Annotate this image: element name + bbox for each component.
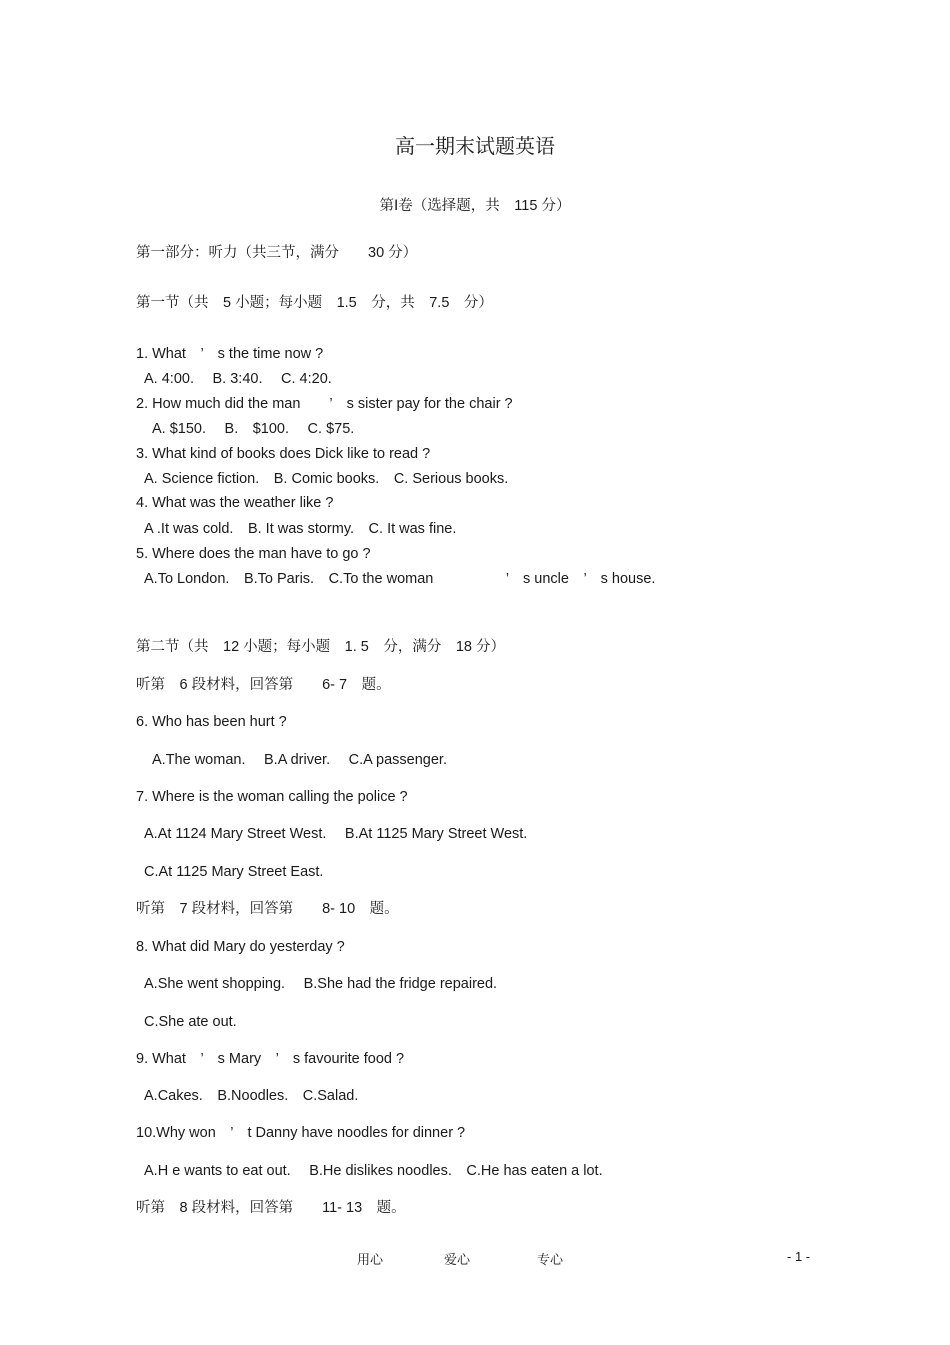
question-8: 8. What did Mary do yesterday ?: [136, 939, 345, 955]
question-5: 5. Where does the man have to go ?: [136, 546, 371, 562]
footer-left: 用心: [357, 1252, 384, 1267]
question-6: 6. Who has been hurt ?: [136, 714, 287, 730]
instruction: 听第 8 段材料，回答第 11- 13 题。: [136, 1200, 406, 1216]
options-1: A. 4:00. B. 3:40. C. 4:20.: [144, 371, 332, 387]
options-10: A.H e wants to eat out. B.He dislikes noodles. C.He has eaten a lot.: [144, 1163, 603, 1179]
question-1: 1. What ’ s the time now ?: [136, 346, 324, 362]
question-10: 10.Why won ’ t Danny have noodles for dinner ?: [136, 1125, 466, 1141]
question-2: 2. How much did the man ’ s sister pay for the chair ?: [136, 396, 513, 412]
question-3: 3. What kind of books does Dick like to read ?: [136, 446, 431, 462]
options-7: A.At 1124 Mary Street West. B.At 1125 Mary Street West.: [144, 826, 528, 842]
page-number: - 1 -: [787, 1249, 811, 1264]
instruction: 听第 7 段材料，回答第 8- 10 题。: [136, 901, 399, 917]
options-9: A.Cakes. B.Noodles. C.Salad.: [144, 1088, 359, 1104]
instruction: 听第 6 段材料，回答第 6- 7 题。: [136, 677, 391, 693]
page-title: 高一期末试题英语: [395, 134, 555, 158]
section-heading: 第一部分：听力（共三节，满分 30 分）: [136, 245, 418, 261]
options-2: A. $150. B. $100. C. $75.: [152, 421, 355, 437]
question-7: 7. Where is the woman calling the police ?: [136, 789, 408, 805]
options-5: A.To London. B.To Paris. C.To the woman ’ s uncle ’ s house.: [144, 571, 656, 587]
subsection-heading: 第二节（共 12 小题；每小题 1. 5 分，满分 18 分）: [136, 639, 505, 655]
options-7-cont: C.At 1125 Mary Street East.: [144, 864, 324, 880]
options-6: A.The woman. B.A driver. C.A passenger.: [152, 752, 447, 768]
subsection-heading: 第一节（共 5 小题；每小题 1.5 分，共 7.5 分）: [136, 295, 493, 311]
options-3: A. Science fiction. B. Comic books. C. Serious books.: [144, 471, 509, 487]
footer-middle: 爱心: [444, 1252, 471, 1267]
options-8-cont: C.She ate out.: [144, 1014, 237, 1030]
question-9: 9. What ’ s Mary ’ s favourite food ?: [136, 1051, 405, 1067]
question-4: 4. What was the weather like ?: [136, 495, 334, 511]
options-8: A.She went shopping. B.She had the fridge repaired.: [144, 976, 498, 992]
part-heading: 第Ⅰ卷（选择题，共 115 分）: [379, 198, 571, 214]
options-4: A .It was cold. B. It was stormy. C. It was fine.: [144, 521, 457, 537]
footer-right: 专心: [537, 1252, 564, 1267]
